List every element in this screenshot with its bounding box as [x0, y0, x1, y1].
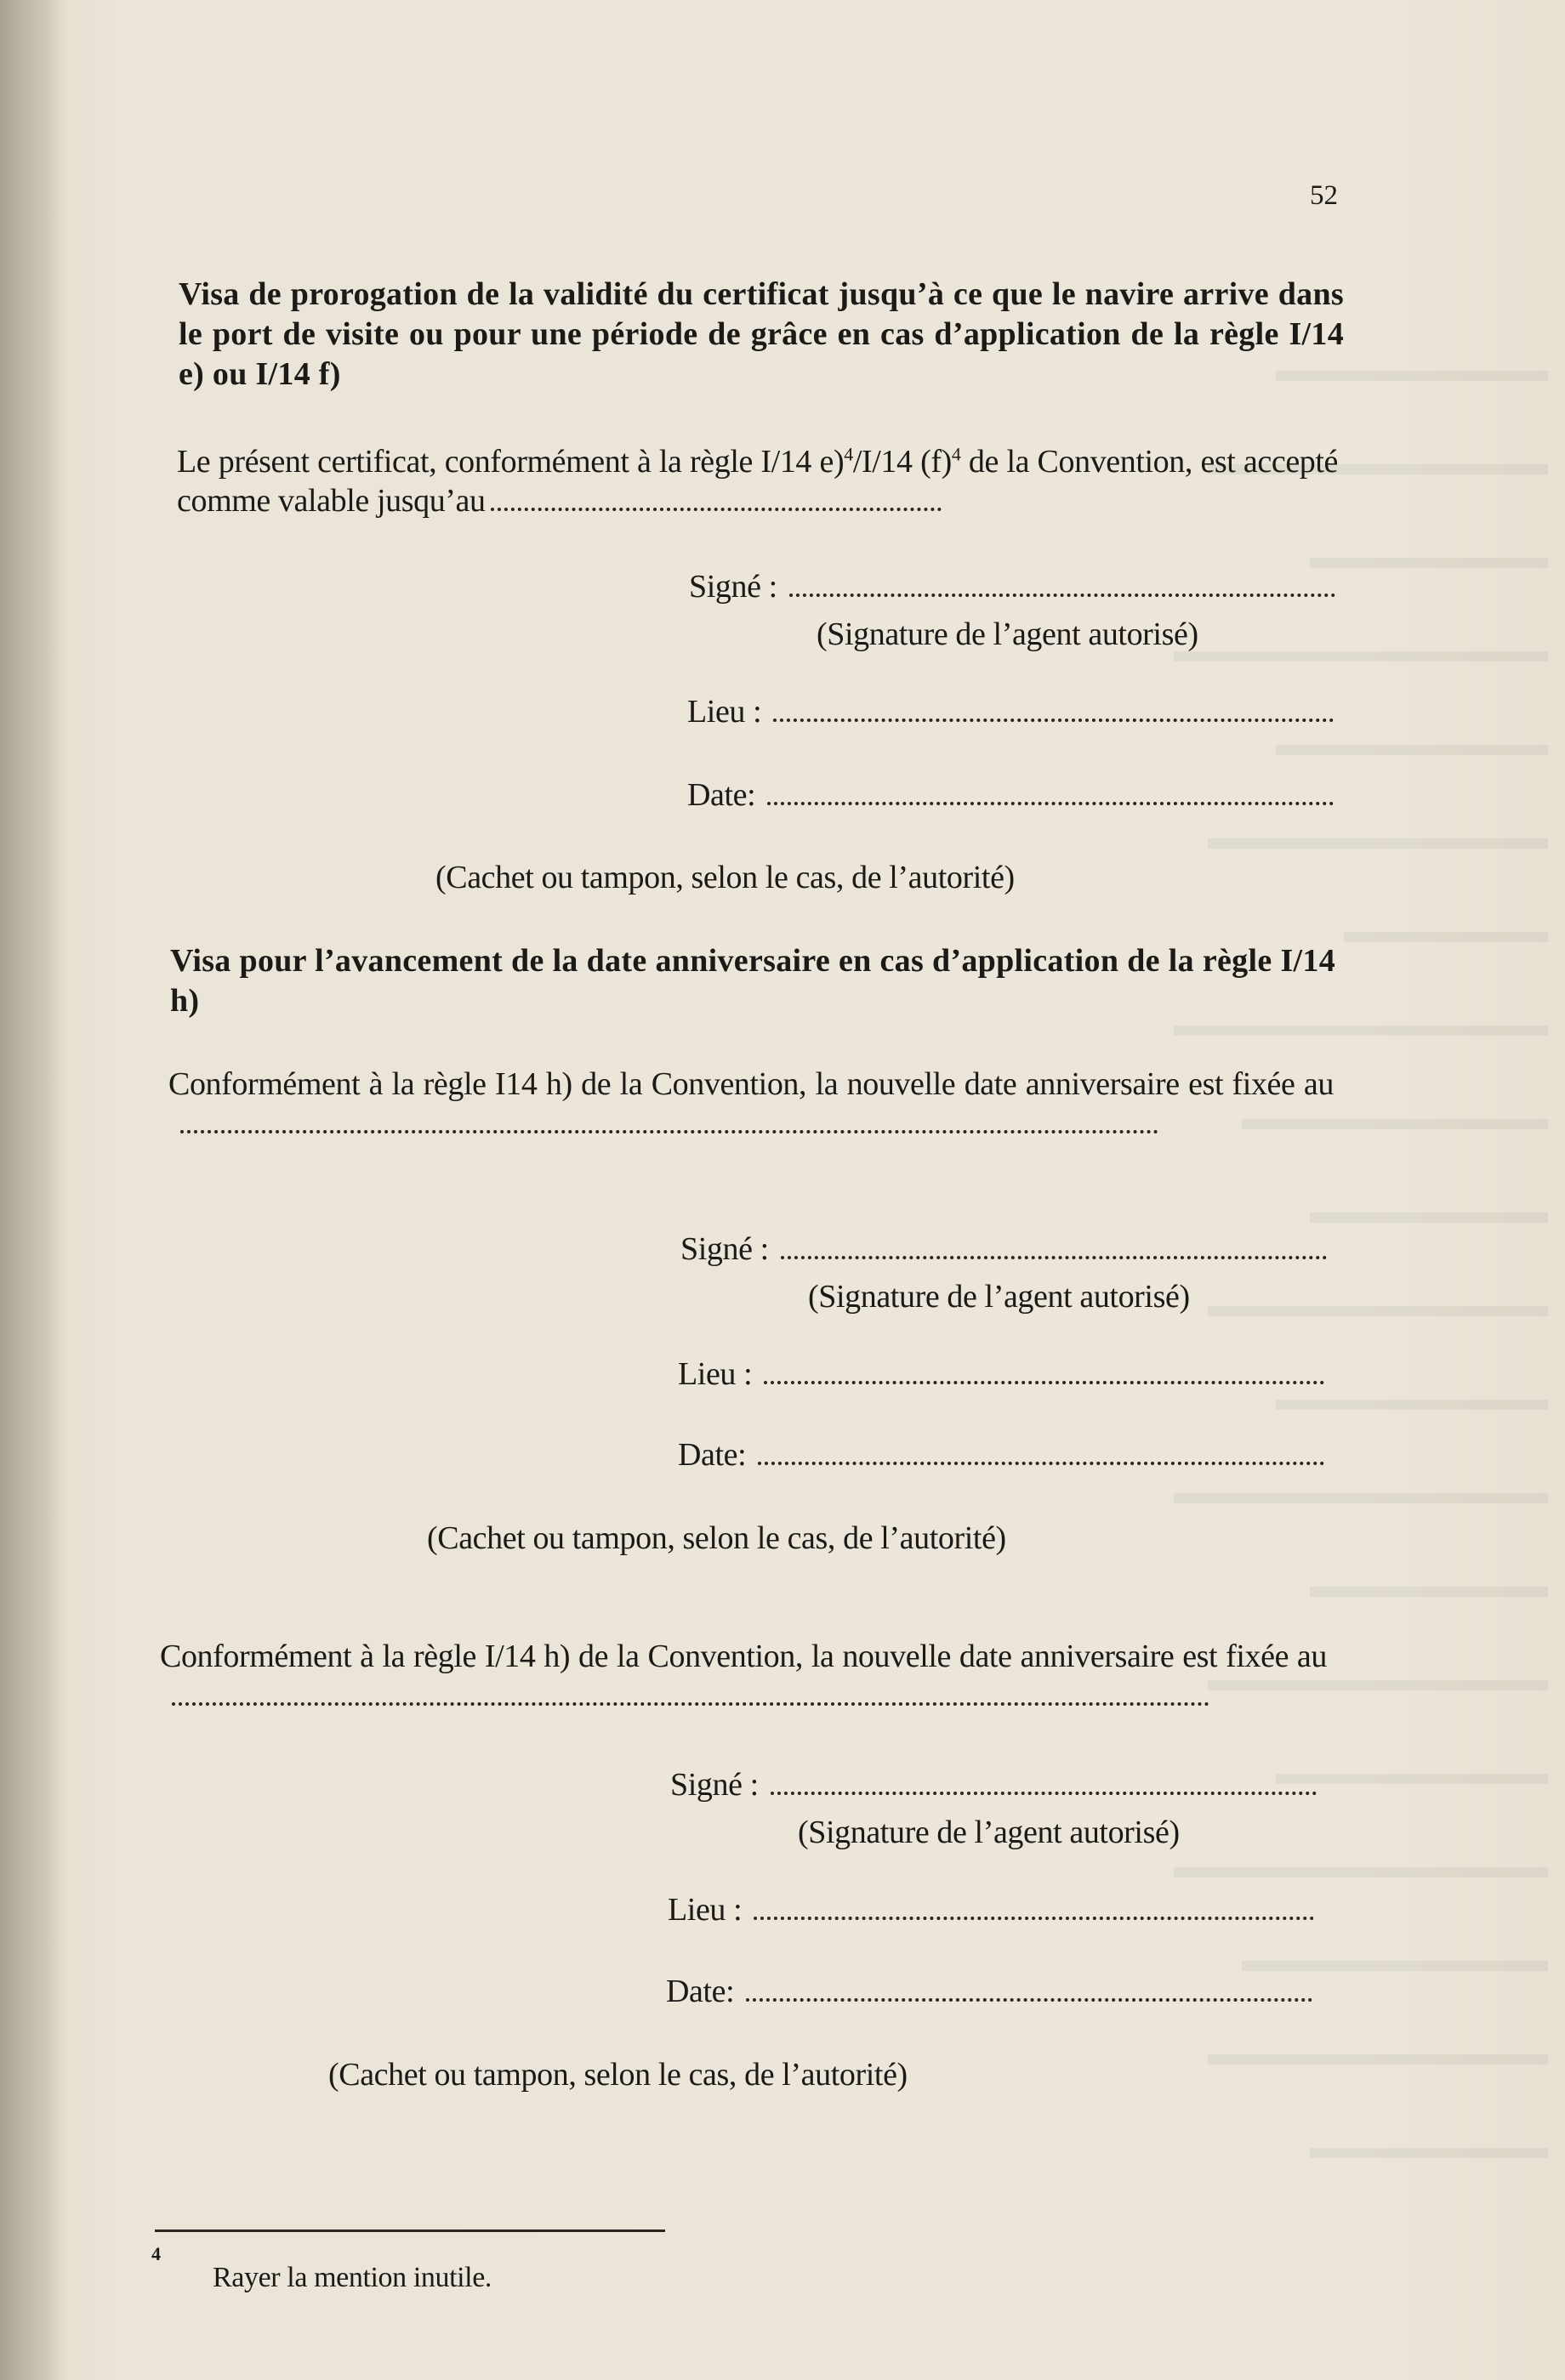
place-field-row[interactable]: [668, 1891, 1314, 1928]
signed-label: Signé :: [680, 1231, 769, 1267]
place-label: Lieu :: [687, 694, 762, 730]
date-line[interactable]: [758, 1462, 1324, 1465]
statement-text: Conformément à la règle I14 h) de la Convention, la nouvelle date anniversaire est fixée au: [168, 1066, 1334, 1102]
signature-line[interactable]: [771, 1792, 1317, 1795]
date-label: Date:: [678, 1437, 747, 1473]
place-field-row[interactable]: [687, 693, 1334, 730]
signature-line[interactable]: [781, 1256, 1327, 1259]
new-date-field[interactable]: [180, 1130, 1158, 1133]
anniversary-visa-statement: [168, 1065, 1334, 1143]
anniversary-visa-statement-2: [160, 1637, 1327, 1715]
date-line[interactable]: [767, 802, 1334, 805]
signed-label: Signé :: [689, 569, 777, 605]
signature-line[interactable]: [789, 594, 1335, 597]
date-line[interactable]: [746, 1998, 1312, 2002]
footnote-ref: 4: [844, 443, 853, 465]
footnote-marker: 4: [151, 2243, 161, 2264]
signed-field-row[interactable]: [670, 1766, 1317, 1803]
statement-text: Conformément à la règle I/14 h) de la Convention, la nouvelle date anniversaire est fixée au: [160, 1639, 1327, 1674]
date-label: Date:: [666, 1974, 735, 2009]
seal-caption: (Cachet ou tampon, selon le cas, de l’autorité): [435, 860, 1015, 895]
date-field-row[interactable]: [666, 1973, 1312, 2010]
statement-text-part3: de la Convention, est accepté comme valable jusqu’au: [177, 444, 1339, 519]
statement-text-part2: /I/14 (f): [852, 444, 952, 480]
new-date-field[interactable]: [172, 1702, 1209, 1706]
date-field-row[interactable]: [678, 1436, 1324, 1474]
signature-caption: (Signature de l’agent autorisé): [817, 616, 1198, 652]
extension-visa-heading: Visa de prorogation de la validité du certificat jusqu’à ce que le navire arrive dans le port de visite ou pour une période de grâce en cas d’application de la règle I/14 e) ou I/14 f): [179, 276, 1344, 392]
signed-label: Signé :: [670, 1767, 759, 1803]
place-label: Lieu :: [678, 1356, 753, 1392]
footnote-ref: 4: [951, 443, 961, 465]
statement-text-part1: Le présent certificat, conformément à la règle I/14 e): [177, 444, 845, 480]
anniversary-visa-heading: Visa pour l’avancement de la date anniversaire en cas d’application de la règle I/14 h): [170, 943, 1335, 1019]
date-field-row[interactable]: [687, 776, 1334, 814]
place-label: Lieu :: [668, 1892, 743, 1928]
date-label: Date:: [687, 777, 756, 813]
valid-until-field[interactable]: [491, 508, 942, 511]
signed-field-row[interactable]: [689, 568, 1335, 605]
extension-visa-statement: [177, 442, 1338, 520]
place-line[interactable]: [754, 1917, 1314, 1920]
signed-field-row[interactable]: [680, 1230, 1327, 1268]
seal-caption: (Cachet ou tampon, selon le cas, de l’autorité): [427, 1520, 1006, 1556]
signature-caption: (Signature de l’agent autorisé): [798, 1815, 1180, 1850]
page-number: 52: [1310, 180, 1338, 211]
book-spine-shadow: [0, 0, 66, 2380]
signature-caption: (Signature de l’agent autorisé): [808, 1279, 1190, 1315]
place-line[interactable]: [773, 719, 1334, 722]
place-line[interactable]: [764, 1381, 1324, 1384]
footnote-text: Rayer la mention inutile.: [213, 2262, 492, 2293]
footnote-divider: [155, 2229, 665, 2232]
seal-caption: (Cachet ou tampon, selon le cas, de l’autorité): [328, 2057, 908, 2093]
place-field-row[interactable]: [678, 1355, 1324, 1393]
